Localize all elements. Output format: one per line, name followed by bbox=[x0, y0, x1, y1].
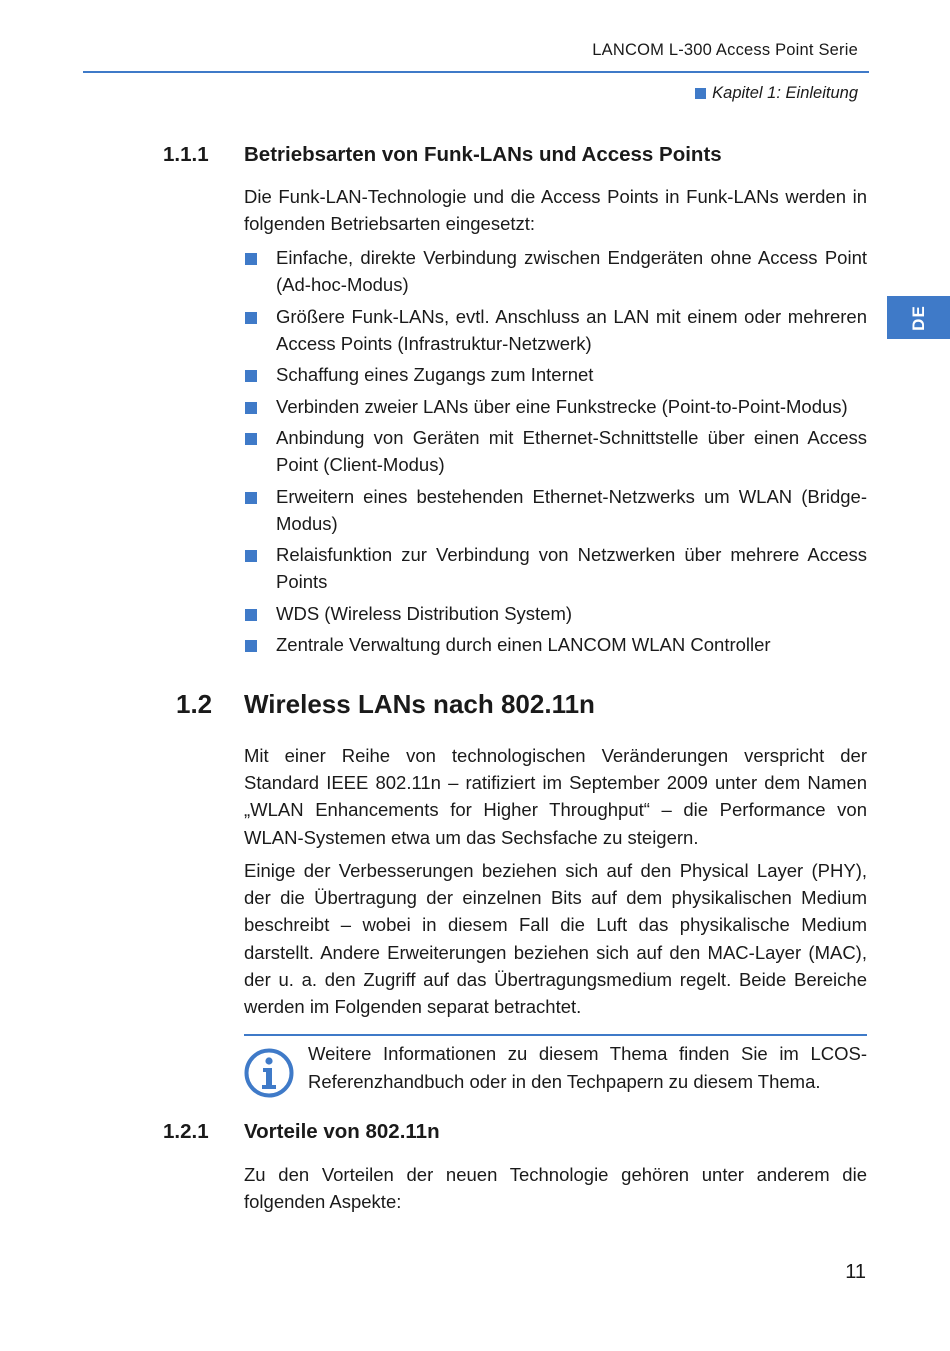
section-intro: Die Funk-LAN-Technologie und die Access Points in Funk-LANs werden in folgenden Betriebsarten eingesetzt: bbox=[244, 186, 867, 235]
paragraph-improvements: Einige der Verbesserungen beziehen sich auf den Physical Layer (PHY), der die Übertragung der einzelnen Bits auf dem physikalischen Medium beschreibt – wobei in diesem Fall die Luft das physikalische Medium darstellt. Andere Erweiterungen beziehen sich auf den MAC-Layer (MAC), der u. a. den Zugriff auf das Übertragungsmedium regelt. Beide Bereiche werden im Folgenden separat betrachtet. bbox=[244, 860, 867, 1018]
square-bullet-icon bbox=[245, 640, 257, 652]
info-note: Weitere Informationen zu diesem Thema finden Sie im LCOS-Referenzhandbuch oder in den Techpapern zu diesem Thema. bbox=[308, 1043, 867, 1092]
list-item: Erweitern eines bestehenden Ethernet-Netzwerks um WLAN (Bridge-Modus) bbox=[244, 483, 867, 537]
paragraph-standard: Mit einer Reihe von technologischen Veränderungen verspricht der Standard IEEE 802.11n – ratifiziert im September 2009 unter dem Namen „WLAN Enhancements for Higher Throughput“ – die Performance von WLAN-Systemen etwa um das Sechsfache zu steigern. bbox=[244, 745, 867, 848]
chapter-text: Kapitel 1: Einleitung bbox=[712, 84, 858, 102]
list-item: Verbinden zweier LANs über eine Funkstrecke (Point-to-Point-Modus) bbox=[244, 393, 867, 420]
section-title: Vorteile von 802.11n bbox=[244, 1120, 440, 1143]
list-item: WDS (Wireless Distribution System) bbox=[244, 600, 867, 627]
header-rule bbox=[83, 71, 869, 73]
square-bullet-icon bbox=[245, 550, 257, 562]
section-number: 1.2 bbox=[176, 689, 213, 719]
square-bullet-icon bbox=[245, 609, 257, 621]
page-number: 11 bbox=[845, 1261, 866, 1283]
list-item: Schaffung eines Zugangs zum Internet bbox=[244, 361, 867, 388]
note-rule bbox=[244, 1034, 867, 1036]
section-intro: Zu den Vorteilen der neuen Technologie gehören unter anderem die folgenden Aspekte: bbox=[244, 1164, 867, 1213]
language-tab bbox=[887, 296, 950, 339]
chapter-label bbox=[695, 84, 858, 103]
section-number: 1.2.1 bbox=[163, 1120, 209, 1143]
info-icon bbox=[243, 1047, 295, 1099]
list-item: Anbindung von Geräten mit Ethernet-Schnittstelle über einen Access Point (Client-Modus) bbox=[244, 424, 867, 478]
list-item: Größere Funk-LANs, evtl. Anschluss an LAN mit einem oder mehreren Access Points (Infrastruktur-Netzwerk) bbox=[244, 303, 867, 357]
square-bullet-icon bbox=[245, 402, 257, 414]
section-number: 1.1.1 bbox=[163, 143, 209, 166]
section-title: Wireless LANs nach 802.11n bbox=[244, 689, 595, 719]
list-item: Relaisfunktion zur Verbindung von Netzwerken über mehrere Access Points bbox=[244, 541, 867, 595]
square-bullet-icon bbox=[245, 253, 257, 265]
running-header-title: LANCOM L-300 Access Point Serie bbox=[592, 41, 858, 59]
section-title: Betriebsarten von Funk-LANs und Access Points bbox=[244, 143, 722, 166]
language-tab-label: DE bbox=[908, 304, 928, 331]
square-bullet-icon bbox=[245, 492, 257, 504]
list-item: Zentrale Verwaltung durch einen LANCOM WLAN Controller bbox=[244, 631, 867, 658]
square-bullet-icon bbox=[245, 370, 257, 382]
list-item: Einfache, direkte Verbindung zwischen Endgeräten ohne Access Point (Ad-hoc-Modus) bbox=[244, 244, 867, 298]
square-bullet-icon bbox=[695, 88, 706, 99]
square-bullet-icon bbox=[245, 312, 257, 324]
square-bullet-icon bbox=[245, 433, 257, 445]
operating-modes-list bbox=[244, 244, 867, 663]
